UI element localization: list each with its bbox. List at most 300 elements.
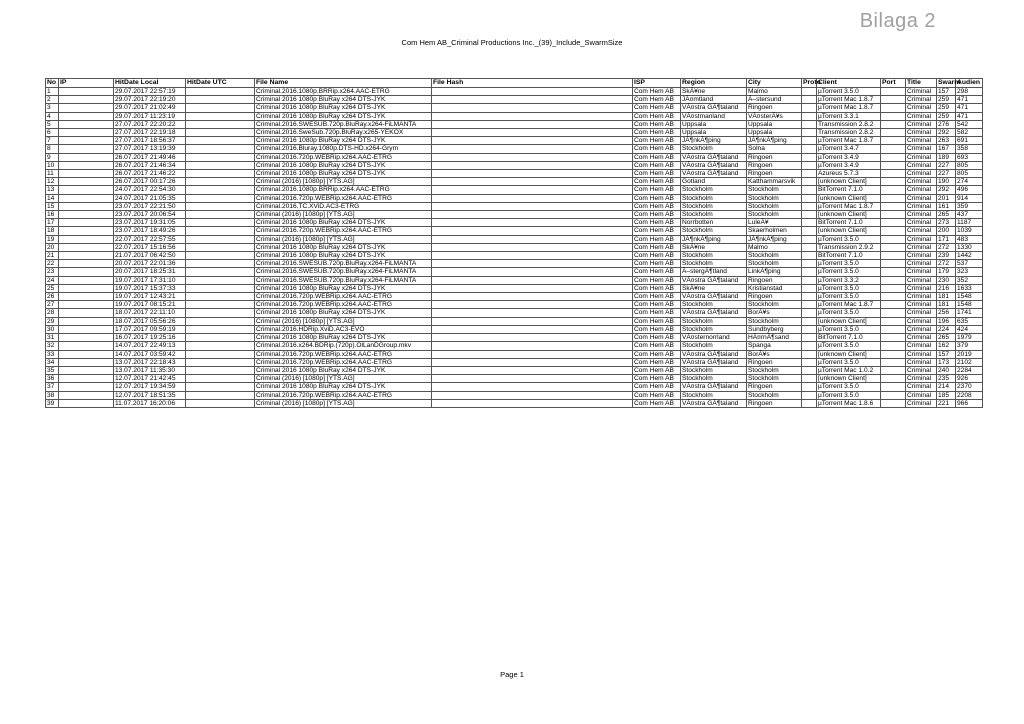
table-cell: Stockholm — [681, 186, 747, 194]
table-cell: Stockholm — [681, 260, 747, 268]
exhibit-stamp: Bilaga 2 — [859, 10, 936, 32]
table-cell: VÃ¤stra GÃ¶taland — [681, 161, 747, 169]
table-cell: Criminal.2016.720p.WEBRip.x264.AAC-ETRG — [255, 391, 432, 399]
table-cell: VÃ¤stra GÃ¶taland — [681, 383, 747, 391]
table-cell: 24.07.2017 22:54:30 — [114, 186, 186, 194]
table-cell: Criminal (2016) [1080p] [YTS.AG] — [255, 399, 432, 407]
table-cell: 259 — [937, 112, 956, 120]
table-cell: Azureus 5.7.3 — [817, 170, 881, 178]
table-cell: VÃ¤stra GÃ¶taland — [681, 399, 747, 407]
table-cell: Criminal — [906, 252, 937, 260]
table-row — [46, 268, 983, 276]
table-cell: 582 — [956, 129, 983, 137]
table-cell: VÃ¤stra GÃ¶taland — [681, 170, 747, 178]
table-cell: Com Hem AB — [633, 276, 681, 284]
table-cell — [186, 375, 255, 383]
table-cell: 23.07.2017 19:31:05 — [114, 219, 186, 227]
table-cell — [59, 334, 114, 342]
table-cell: VÃ¤stra GÃ¶taland — [681, 309, 747, 317]
table-cell: Skaerholmen — [747, 227, 802, 235]
table-cell: Com Hem AB — [633, 252, 681, 260]
table-cell — [432, 268, 633, 276]
table-cell: Criminal 2016 1080p BluRay x264 DTS-JYK — [255, 112, 432, 120]
table-cell — [432, 350, 633, 358]
table-cell — [186, 325, 255, 333]
table-cell: Criminal — [906, 129, 937, 137]
table-cell: Criminal.2016.720p.WEBRip.x264.AAC-ETRG — [255, 301, 432, 309]
table-cell — [881, 383, 906, 391]
table-cell: 6 — [46, 129, 59, 137]
table-cell: 214 — [937, 383, 956, 391]
table-cell: 36 — [46, 375, 59, 383]
table-cell: [unknown Client] — [817, 178, 881, 186]
table-cell: Criminal — [906, 334, 937, 342]
table-cell: Com Hem AB — [633, 186, 681, 194]
table-cell — [802, 104, 817, 112]
table-cell — [881, 301, 906, 309]
table-cell — [432, 227, 633, 235]
table-cell: 8 — [46, 145, 59, 153]
table-cell: Com Hem AB — [633, 161, 681, 169]
table-cell — [59, 219, 114, 227]
table-cell: [unknown Client] — [817, 350, 881, 358]
table-row — [46, 96, 983, 104]
table-cell — [802, 284, 817, 292]
table-cell: Criminal 2016 1080p BluRay x264 DTS-JYK — [255, 104, 432, 112]
column-header: Swarm — [938, 79, 961, 87]
table-cell: Criminal — [906, 235, 937, 243]
table-cell — [59, 276, 114, 284]
table-cell — [186, 88, 255, 96]
table-cell — [186, 186, 255, 194]
table-cell: 358 — [956, 145, 983, 153]
table-cell — [59, 252, 114, 260]
table-cell — [186, 383, 255, 391]
table-cell — [59, 325, 114, 333]
table-cell — [432, 112, 633, 120]
table-cell: Criminal.2016.HDRip.XviD.AC3-EVO — [255, 325, 432, 333]
table-cell: 16 — [46, 211, 59, 219]
table-cell: 25 — [46, 284, 59, 292]
table-row — [46, 104, 983, 112]
table-cell: Criminal 2016 1080p BluRay x264 DTS-JYK — [255, 366, 432, 374]
table-cell: Com Hem AB — [633, 194, 681, 202]
table-cell: Criminal 2016 1080p BluRay x264 DTS-JYK — [255, 170, 432, 178]
table-cell: 27.07.2017 22:20:22 — [114, 120, 186, 128]
table-cell: 379 — [956, 342, 983, 350]
table-cell — [186, 268, 255, 276]
table-cell — [881, 96, 906, 104]
table-cell: µTorrent 3.5.0 — [817, 325, 881, 333]
table-cell: Criminal.2016.720p.WEBRip.x264.AAC-ETRG — [255, 293, 432, 301]
table-cell: µTorrent 3.5.0 — [817, 342, 881, 350]
table-cell: 966 — [956, 399, 983, 407]
table-cell: 28 — [46, 309, 59, 317]
table-cell: 274 — [956, 178, 983, 186]
table-cell: 221 — [937, 399, 956, 407]
table-cell: Kristianstad — [747, 284, 802, 292]
table-cell: 16.07.2017 19:25:16 — [114, 334, 186, 342]
table-cell — [59, 104, 114, 112]
table-cell — [186, 317, 255, 325]
table-cell — [432, 235, 633, 243]
table-cell: Stockholm — [681, 391, 747, 399]
table-cell — [432, 88, 633, 96]
table-cell — [432, 276, 633, 284]
table-cell — [881, 276, 906, 284]
table-cell — [59, 309, 114, 317]
table-cell: Com Hem AB — [633, 96, 681, 104]
column-header: HitDate UTC — [186, 79, 255, 88]
table-cell — [186, 153, 255, 161]
table-cell: 33 — [46, 350, 59, 358]
table-cell — [881, 284, 906, 292]
table-cell: 1187 — [956, 219, 983, 227]
table-cell: 167 — [937, 145, 956, 153]
table-cell — [59, 202, 114, 210]
table-cell — [186, 252, 255, 260]
table-cell: 693 — [956, 153, 983, 161]
table-cell — [186, 366, 255, 374]
table-cell — [432, 383, 633, 391]
table-cell — [432, 366, 633, 374]
table-cell — [802, 276, 817, 284]
table-cell: 22.07.2017 15:16:56 — [114, 243, 186, 251]
table-cell: VÃ¤stra GÃ¶taland — [681, 276, 747, 284]
table-cell — [59, 383, 114, 391]
table-cell: VÃ¤stra GÃ¶taland — [681, 153, 747, 161]
table-cell — [59, 284, 114, 292]
table-cell — [802, 334, 817, 342]
table-cell: Stockholm — [747, 391, 802, 399]
table-cell: Criminal — [906, 211, 937, 219]
table-cell — [881, 219, 906, 227]
table-row — [46, 88, 983, 96]
table-cell: 12 — [46, 178, 59, 186]
table-cell — [881, 120, 906, 128]
table-cell: Criminal 2016 1080p BluRay x264 DTS-JYK — [255, 334, 432, 342]
table-cell — [802, 227, 817, 235]
table-cell — [802, 129, 817, 137]
table-row — [46, 399, 983, 407]
table-cell: JÃ¶nkÃ¶ping — [747, 137, 802, 145]
table-cell — [881, 227, 906, 235]
table-cell: Transmission 2.9.2 — [817, 243, 881, 251]
table-cell: Criminal — [906, 301, 937, 309]
table-row — [46, 211, 983, 219]
table-cell: µTorrent 3.4.9 — [817, 161, 881, 169]
table-cell — [881, 88, 906, 96]
table-cell — [802, 252, 817, 260]
table-cell — [881, 268, 906, 276]
table-cell — [186, 227, 255, 235]
document-title: Com Hem AB_Criminal Productions Inc._(39)_Include_SwarmSize — [401, 38, 623, 47]
table-cell: Criminal (2016) [1080p] [YTS.AG] — [255, 211, 432, 219]
table-cell: Stockholm — [747, 252, 802, 260]
table-cell: Stockholm — [747, 202, 802, 210]
table-cell: µTorrent 3.4.7 — [817, 145, 881, 153]
table-cell: 805 — [956, 170, 983, 178]
column-header: Audien — [956, 79, 983, 88]
table-cell — [186, 293, 255, 301]
table-row — [46, 153, 983, 161]
table-cell — [432, 178, 633, 186]
table-cell: 230 — [937, 276, 956, 284]
table-cell: 31 — [46, 334, 59, 342]
table-cell — [186, 112, 255, 120]
table-cell — [59, 129, 114, 137]
table-cell — [59, 399, 114, 407]
table-cell: Criminal — [906, 227, 937, 235]
table-cell: Com Hem AB — [633, 219, 681, 227]
table-cell: 29.07.2017 22:57:19 — [114, 88, 186, 96]
table-cell: Criminal — [906, 178, 937, 186]
table-cell: BitTorrent 7.1.0 — [817, 186, 881, 194]
table-cell: 12.07.2017 18:51:35 — [114, 391, 186, 399]
table-cell: Com Hem AB — [633, 383, 681, 391]
table-cell: 263 — [937, 137, 956, 145]
table-cell: Stockholm — [747, 366, 802, 374]
table-cell: [unknown Client] — [817, 211, 881, 219]
table-cell: µTorrent Mac 1.8.6 — [817, 399, 881, 407]
table-cell — [432, 96, 633, 104]
table-cell: 5 — [46, 120, 59, 128]
table-row — [46, 145, 983, 153]
table-cell: Criminal.2016.Bluray.1080p.DTS-HD.x264-Grym — [255, 145, 432, 153]
table-cell — [802, 153, 817, 161]
table-cell: 19.07.2017 08:15:21 — [114, 301, 186, 309]
table-cell: Com Hem AB — [633, 301, 681, 309]
table-cell: 10 — [46, 161, 59, 169]
table-row — [46, 325, 983, 333]
table-cell: 34 — [46, 358, 59, 366]
table-cell: JÃ¶nkÃ¶ping — [747, 235, 802, 243]
header-row — [46, 79, 983, 88]
table-cell: Ringoen — [747, 104, 802, 112]
table-cell: Criminal 2016 1080p BluRay x264 DTS-JYK — [255, 243, 432, 251]
table-cell: µTorrent Mac 1.8.7 — [817, 137, 881, 145]
table-row — [46, 276, 983, 284]
table-cell: 19.07.2017 12:43:21 — [114, 293, 186, 301]
table-cell — [432, 334, 633, 342]
table-cell: 235 — [937, 375, 956, 383]
table-cell — [59, 301, 114, 309]
table-cell — [186, 202, 255, 210]
table-cell: 201 — [937, 194, 956, 202]
hits-table — [45, 78, 983, 408]
table-cell: Com Hem AB — [633, 284, 681, 292]
table-cell: 200 — [937, 227, 956, 235]
table-cell — [802, 375, 817, 383]
table-cell: Com Hem AB — [633, 129, 681, 137]
table-cell — [186, 301, 255, 309]
table-cell — [802, 243, 817, 251]
table-cell: 4 — [46, 112, 59, 120]
table-row — [46, 350, 983, 358]
table-cell: 27.07.2017 18:56:37 — [114, 137, 186, 145]
table-cell: VÃ¤stra GÃ¶taland — [681, 358, 747, 366]
table-cell: 22.07.2017 22:57:55 — [114, 235, 186, 243]
table-cell — [432, 186, 633, 194]
table-cell — [432, 317, 633, 325]
table-cell: Com Hem AB — [633, 375, 681, 383]
table-cell: BitTorrent 7.1.0 — [817, 334, 881, 342]
table-cell: 23.07.2017 22:21:50 — [114, 202, 186, 210]
table-cell: 20.07.2017 18:25:31 — [114, 268, 186, 276]
table-cell — [59, 194, 114, 202]
table-cell: Spanga — [747, 342, 802, 350]
table-cell — [186, 170, 255, 178]
table-cell: Criminal.2016.SWESUB.720p.BluRay.x264-FiLMANTA — [255, 276, 432, 284]
table-cell: 162 — [937, 342, 956, 350]
table-cell: 23 — [46, 268, 59, 276]
table-cell: 265 — [937, 211, 956, 219]
table-cell: µTorrent 3.4.9 — [817, 153, 881, 161]
table-cell: 2370 — [956, 383, 983, 391]
table-cell — [881, 112, 906, 120]
table-cell: Transmission 2.8.2 — [817, 120, 881, 128]
table-cell: 20 — [46, 243, 59, 251]
table-cell: Criminal — [906, 88, 937, 96]
table-cell — [432, 252, 633, 260]
table-cell: Com Hem AB — [633, 260, 681, 268]
table-cell: 189 — [937, 153, 956, 161]
table-cell: 424 — [956, 325, 983, 333]
table-cell — [432, 153, 633, 161]
table-cell: µTorrent 3.5.0 — [817, 383, 881, 391]
table-cell: 239 — [937, 252, 956, 260]
table-cell — [59, 268, 114, 276]
table-cell — [881, 178, 906, 186]
table-cell: 26.07.2017 21:46:22 — [114, 170, 186, 178]
table-cell: 259 — [937, 104, 956, 112]
table-cell — [59, 112, 114, 120]
table-cell: 3 — [46, 104, 59, 112]
table-cell — [802, 268, 817, 276]
table-cell: Criminal — [906, 358, 937, 366]
table-cell: 1633 — [956, 284, 983, 292]
table-cell — [432, 243, 633, 251]
table-cell — [802, 88, 817, 96]
table-cell: Criminal — [906, 194, 937, 202]
table-cell: 157 — [937, 350, 956, 358]
table-cell: Criminal — [906, 96, 937, 104]
table-cell: 14 — [46, 194, 59, 202]
table-cell: 323 — [956, 268, 983, 276]
table-cell: 11.07.2017 16:20:06 — [114, 399, 186, 407]
table-cell — [881, 293, 906, 301]
table-cell: 272 — [937, 243, 956, 251]
table-cell: BorÃ¥s — [747, 350, 802, 358]
table-cell: 272 — [937, 260, 956, 268]
table-row — [46, 243, 983, 251]
table-cell: 691 — [956, 137, 983, 145]
table-cell: Stockholm — [681, 194, 747, 202]
table-cell: Stockholm — [681, 301, 747, 309]
table-cell: 359 — [956, 202, 983, 210]
table-cell — [59, 243, 114, 251]
table-cell — [432, 211, 633, 219]
table-cell: Criminal.2016.720p.WEBRip.x264.AAC-ETRG — [255, 350, 432, 358]
table-cell: µTorrent 3.5.0 — [817, 235, 881, 243]
table-cell: JÃ¶nkÃ¶ping — [681, 137, 747, 145]
table-cell: 437 — [956, 211, 983, 219]
table-cell: Criminal — [906, 268, 937, 276]
table-cell: Com Hem AB — [633, 137, 681, 145]
column-header: Client — [817, 79, 881, 88]
table-cell: Stockholm — [747, 186, 802, 194]
table-cell: 181 — [937, 301, 956, 309]
table-cell: Criminal.2016.720p.WEBRip.x264.AAC-ETRG — [255, 358, 432, 366]
table-cell: Criminal.2016.1080p.BRRip.x264.AAC-ETRG — [255, 88, 432, 96]
table-cell — [432, 145, 633, 153]
table-cell: 2 — [46, 96, 59, 104]
column-header: File Hash — [432, 79, 633, 88]
table-cell: 15 — [46, 202, 59, 210]
table-cell — [881, 252, 906, 260]
table-cell — [59, 88, 114, 96]
table-cell: 542 — [956, 120, 983, 128]
table-cell: 27.07.2017 22:19:18 — [114, 129, 186, 137]
table-cell: 21.07.2017 06:42:50 — [114, 252, 186, 260]
table-cell: 24 — [46, 276, 59, 284]
table-cell: 179 — [937, 268, 956, 276]
table-row — [46, 252, 983, 260]
table-cell — [802, 137, 817, 145]
table-cell: Criminal — [906, 342, 937, 350]
table-row — [46, 366, 983, 374]
table-cell: BorÃ¥s — [747, 309, 802, 317]
table-cell: 38 — [46, 391, 59, 399]
table-row — [46, 161, 983, 169]
table-cell: [unknown Client] — [817, 375, 881, 383]
table-cell: 2284 — [956, 366, 983, 374]
table-cell: Criminal — [906, 112, 937, 120]
table-cell: Criminal — [906, 309, 937, 317]
table-row — [46, 178, 983, 186]
table-cell — [881, 104, 906, 112]
table-cell — [802, 186, 817, 194]
table-row — [46, 194, 983, 202]
table-cell: 537 — [956, 260, 983, 268]
table-cell — [59, 260, 114, 268]
table-cell: µTorrent 3.5.0 — [817, 358, 881, 366]
table-cell — [59, 153, 114, 161]
table-cell — [802, 170, 817, 178]
table-cell — [186, 219, 255, 227]
table-cell: Criminal.2016.SWESUB.720p.BluRay.x264-FiLMANTA — [255, 260, 432, 268]
table-row — [46, 186, 983, 194]
table-cell — [186, 399, 255, 407]
table-cell: Uppsala — [681, 129, 747, 137]
table-cell: Com Hem AB — [633, 399, 681, 407]
table-cell — [881, 342, 906, 350]
table-cell: 26.07.2017 21:46:34 — [114, 161, 186, 169]
table-cell: 1442 — [956, 252, 983, 260]
table-cell — [432, 293, 633, 301]
column-header: City — [747, 79, 802, 88]
table-cell — [59, 350, 114, 358]
table-row — [46, 260, 983, 268]
table-cell: 1330 — [956, 243, 983, 251]
table-cell: 265 — [937, 334, 956, 342]
table-cell: Com Hem AB — [633, 268, 681, 276]
table-cell: Criminal — [906, 391, 937, 399]
table-cell: 352 — [956, 276, 983, 284]
table-cell — [432, 375, 633, 383]
table-cell: Stockholm — [747, 260, 802, 268]
table-cell: SkÃ¥ne — [681, 88, 747, 96]
